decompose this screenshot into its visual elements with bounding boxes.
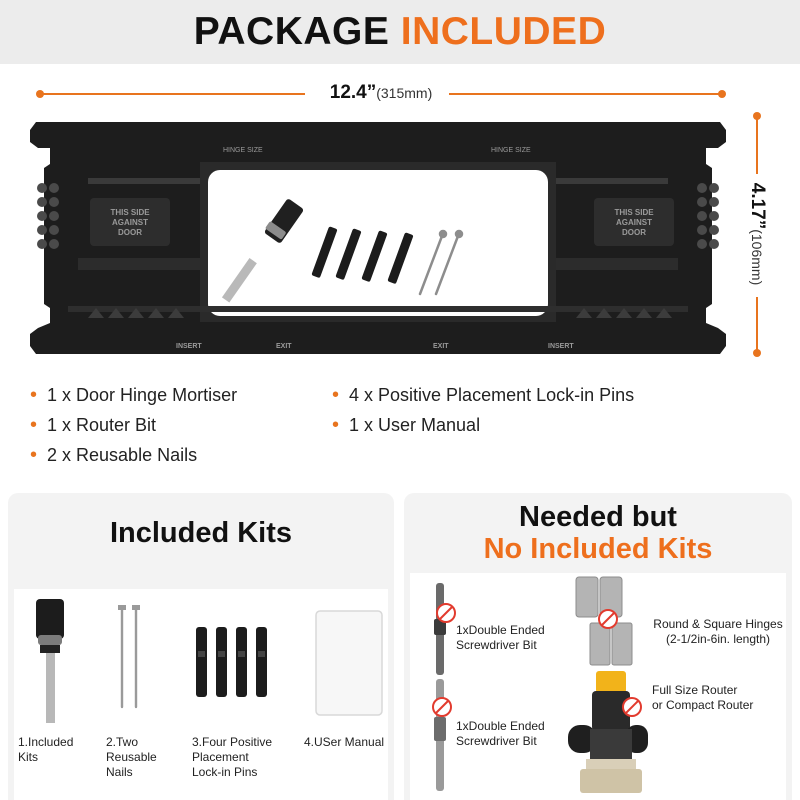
page-title [0, 0, 800, 64]
included-kits-title: Included Kits [109, 517, 293, 549]
hinges-icon [570, 575, 650, 671]
needed-kits-panel [404, 493, 792, 800]
dimension-line [756, 297, 758, 352]
included-kits-panel [8, 493, 394, 800]
needed-kits-title-line1: Needed but [519, 501, 677, 533]
package-item [332, 414, 480, 437]
svg-text:THIS SIDE: THIS SIDE [614, 208, 654, 217]
hinge-mortiser-jig [28, 118, 728, 358]
router-icon [560, 669, 652, 799]
manual-icon [314, 609, 386, 719]
jig-insert-right: INSERT [548, 343, 574, 350]
package-item-text: 1 x Door Hinge Mortiser [47, 385, 238, 405]
needed-caption: Full Size Router or Compact Router [652, 683, 754, 712]
bullet: • [30, 384, 38, 406]
jig-exit-right: EXIT [433, 343, 449, 350]
package-item-text: 2 x Reusable Nails [47, 445, 198, 465]
package-item-text: 1 x User Manual [349, 415, 481, 435]
nails-icon [110, 603, 150, 713]
svg-text:THIS SIDE: THIS SIDE [110, 208, 150, 217]
lock-pins-icon [192, 625, 278, 699]
package-item [30, 384, 237, 407]
kit-caption: 3.Four Positive Placement Lock-in Pins [192, 735, 273, 779]
package-item-text: 1 x Router Bit [47, 415, 157, 435]
dimension-line [449, 93, 722, 95]
dimension-line [40, 93, 305, 95]
header-banner [0, 0, 800, 64]
needed-caption: 1xDouble Ended Screwdriver Bit [456, 719, 545, 748]
package-item [332, 384, 634, 407]
jig-hinge-size-left: HINGE SIZE [223, 147, 263, 154]
kit-caption: 1.Included Kits [18, 735, 74, 764]
dimension-endpoint [753, 349, 761, 357]
title-part2: INCLUDED [400, 10, 607, 53]
jig-insert-left: INSERT [176, 343, 202, 350]
height-mm: (106mm) [749, 229, 765, 286]
title-part1: PACKAGE [193, 10, 390, 53]
bullet: • [30, 414, 38, 436]
bullet: • [30, 444, 38, 466]
included-kits-content [14, 589, 388, 800]
jig-hinge-size-right: HINGE SIZE [491, 147, 531, 154]
package-item-text: 4 x Positive Placement Lock-in Pins [349, 385, 635, 405]
screwdriver-bit-icon [424, 581, 458, 681]
jig-exit-left: EXIT [276, 343, 292, 350]
dimension-line [756, 116, 758, 174]
height-label [746, 183, 768, 286]
needed-caption: Round & Square Hinges (2-1/2in-6in. length) [653, 617, 783, 646]
width-dimension [36, 82, 726, 106]
package-item [30, 414, 156, 437]
needed-kits-title-line2: No Included Kits [483, 533, 713, 565]
bullet: • [332, 414, 340, 436]
svg-text:AGAINST: AGAINST [112, 218, 148, 227]
bullet: • [332, 384, 340, 406]
width-inches: 12.4” [329, 82, 377, 103]
height-dimension [742, 112, 772, 357]
package-item [30, 444, 197, 467]
width-label [311, 82, 451, 104]
svg-text:DOOR: DOOR [622, 228, 646, 237]
screwdriver-bit-icon [424, 677, 458, 795]
needed-kits-content [410, 573, 786, 800]
svg-text:DOOR: DOOR [118, 228, 142, 237]
kit-caption: 2.Two Reusable Nails [106, 735, 157, 779]
svg-text:AGAINST: AGAINST [616, 218, 652, 227]
dimension-endpoint [718, 90, 726, 98]
width-mm: (315mm) [376, 85, 433, 101]
router-bit-icon [28, 595, 74, 727]
needed-caption: 1xDouble Ended Screwdriver Bit [456, 623, 545, 652]
kit-caption: 4.USer Manual [304, 735, 385, 749]
height-inches: 4.17” [747, 182, 768, 230]
